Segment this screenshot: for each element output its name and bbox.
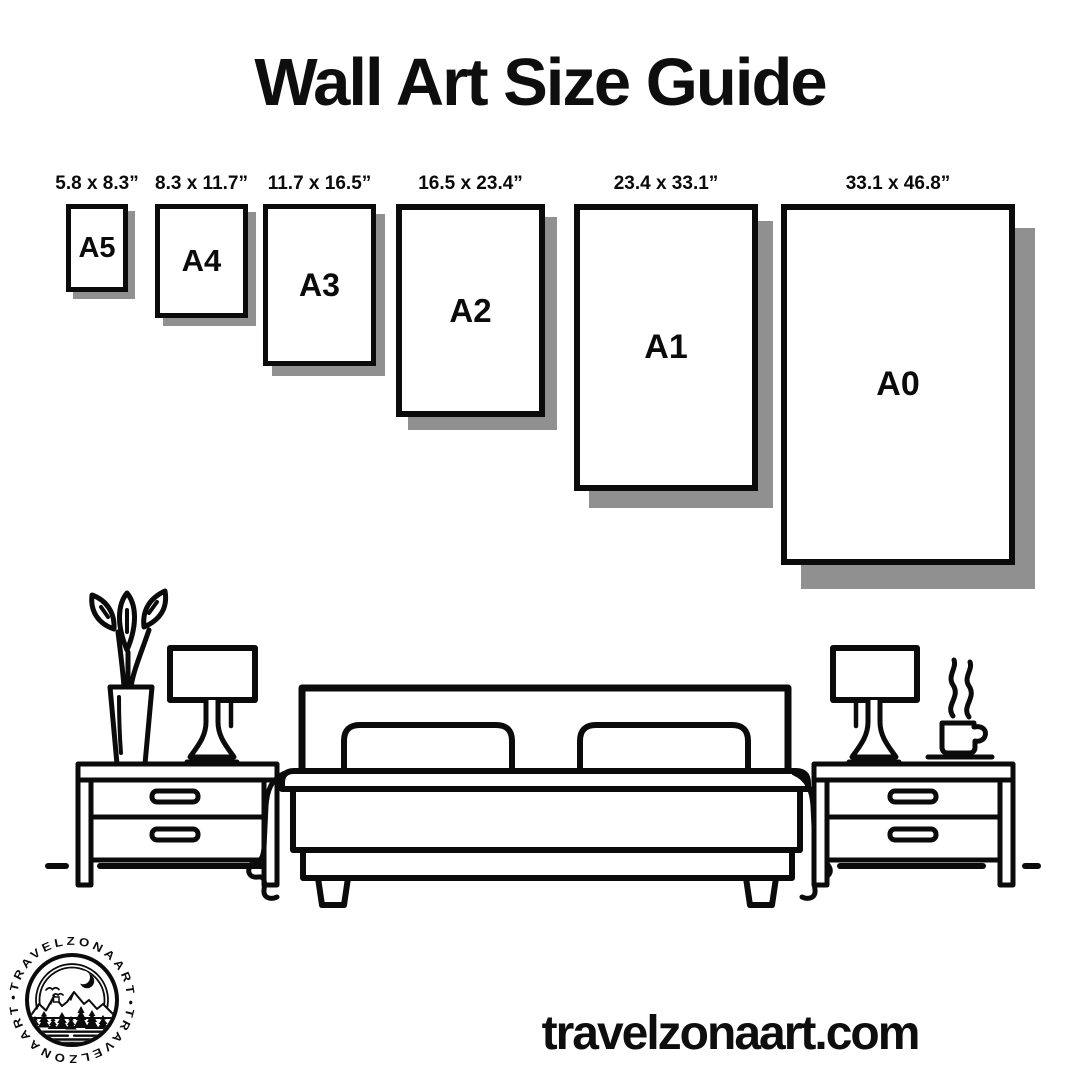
steam-icon [951,660,972,717]
table-lamp-right [833,648,917,762]
size-frame-a0 [781,173,1015,565]
logo-ring-text-top: •TRAVELZONAART [8,935,136,1001]
size-frame-a1 [574,173,758,491]
bed-leg-left [318,878,348,905]
frame-box [263,204,376,366]
pillow-left [344,725,512,771]
frame-dimension-label: 5.8 x 8.3” [55,173,139,194]
frame-box [66,204,128,292]
size-frame-a2 [396,173,545,417]
table-lamp-left [170,648,255,762]
frame-name-label: A2 [449,291,492,329]
pillow-right [580,725,748,771]
bed-rail [303,850,792,878]
frame-dimension-label: 23.4 x 33.1” [613,173,719,194]
frame-box [781,204,1015,565]
bed-base [293,789,800,850]
size-frame-a3 [263,173,376,366]
bed-leg-right [746,878,776,905]
frame-box [396,204,545,417]
frame-dimension-label: 16.5 x 23.4” [418,173,523,194]
birds-icon [46,988,63,996]
potted-plant [92,591,166,764]
website-url: travelzonaart.com [541,1007,919,1060]
frame-name-label: A5 [78,231,116,264]
page-title: Wall Art Size Guide [254,45,826,120]
double-bed [249,688,830,905]
bedroom-illustration [40,578,1060,918]
logo-ring-text-bottom: •TRAVELZONAART [8,999,137,1065]
frame-name-label: A0 [876,365,920,403]
size-frame-a4 [155,173,248,318]
coffee-cup [928,660,992,757]
frame-box [155,204,248,318]
frame-dimension-label: 8.3 x 11.7” [155,173,248,194]
size-frame-a5 [55,173,139,292]
frame-dimension-label: 11.7 x 16.5” [267,173,372,194]
frame-dimension-label: 33.1 x 46.8” [845,173,951,194]
frame-box [574,204,758,491]
cabin-icon [54,997,60,1002]
frame-name-label: A3 [299,266,340,303]
frame-name-label: A4 [181,243,222,278]
brand-logo [8,934,138,1068]
frame-name-label: A1 [644,328,688,366]
mountains-icon [29,992,116,1018]
